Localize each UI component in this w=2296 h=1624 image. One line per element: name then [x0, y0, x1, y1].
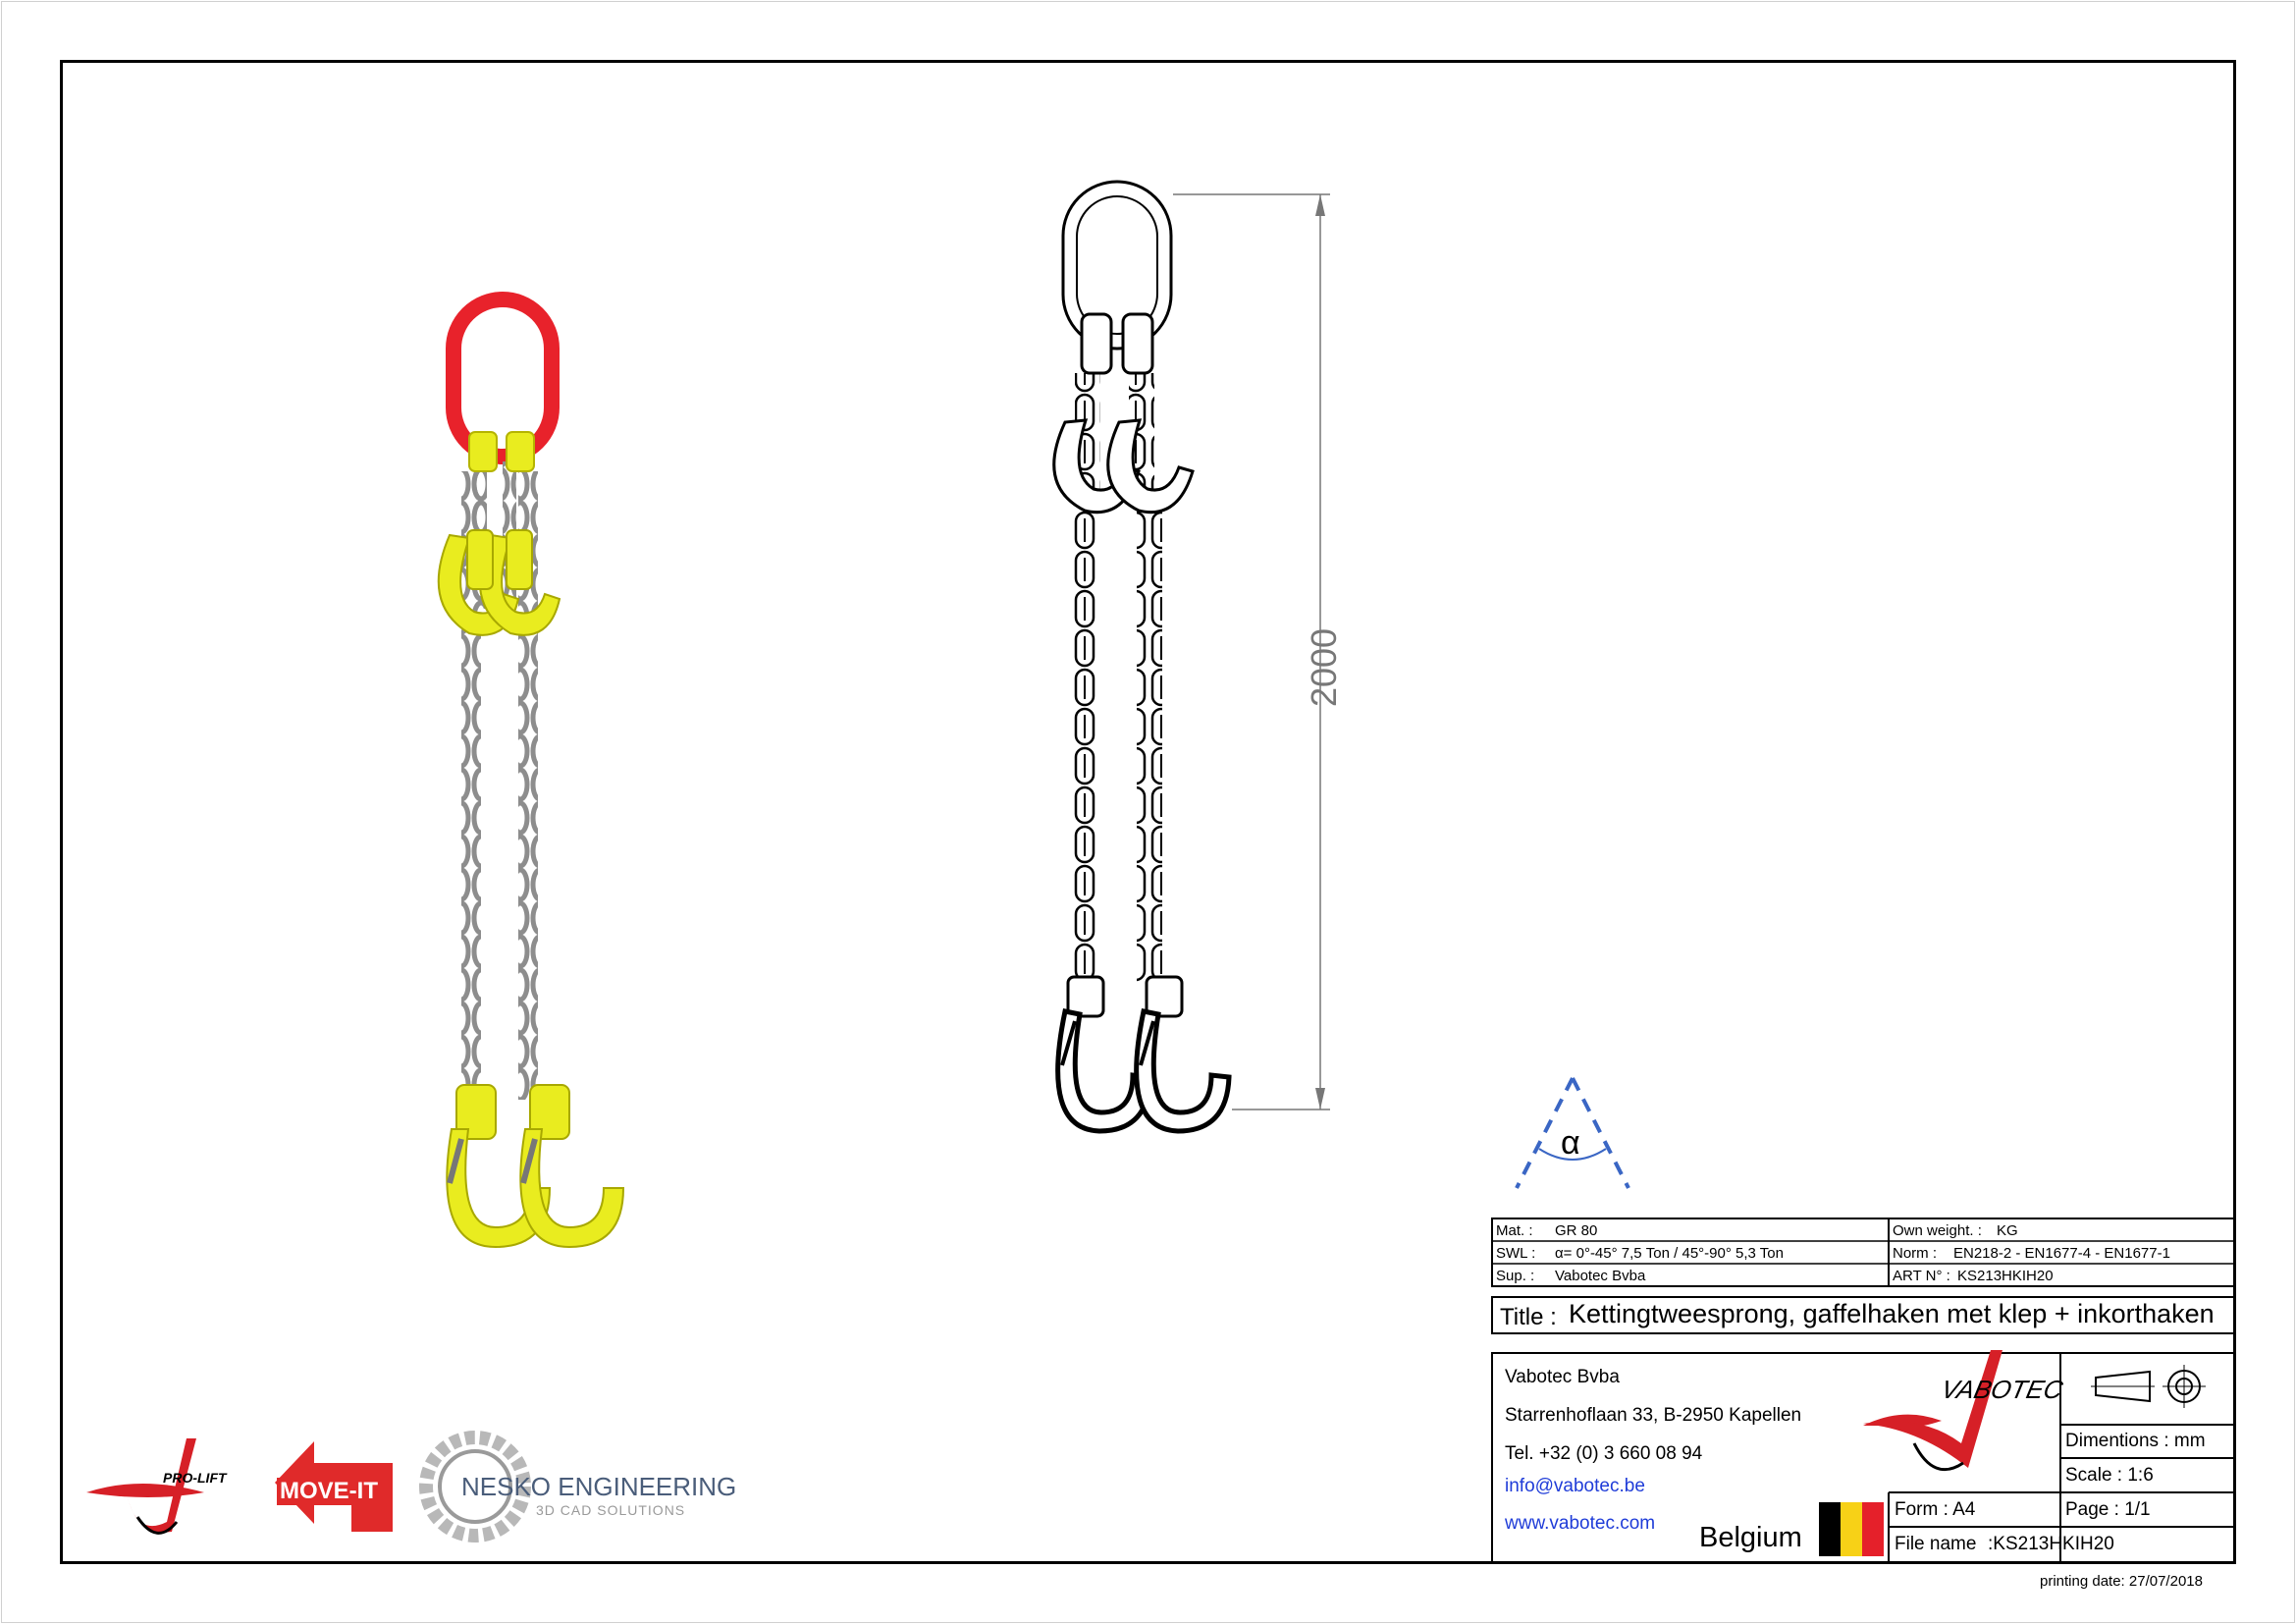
master-link-outline [1063, 182, 1171, 349]
scale-text: Scale : 1:6 [2065, 1465, 2154, 1486]
dimensions-text: Dimentions : mm [2065, 1431, 2206, 1451]
swl-label: SWL : [1496, 1245, 1536, 1262]
title-label: Title : [1500, 1304, 1557, 1330]
company-address: Starrenhoflaan 33, B-2950 Kapellen [1505, 1405, 1802, 1426]
nesko-logo-title: NESKO ENGINEERING [461, 1472, 737, 1501]
sup-value: Vabotec Bvba [1555, 1268, 1646, 1284]
prolift-logo-graphic [86, 1438, 204, 1533]
prolift-logo-text: PRO-LIFT [163, 1470, 227, 1486]
dimension-label: 2000 [1304, 627, 1344, 708]
moveit-logo-text: MOVE-IT [277, 1478, 381, 1505]
art-value: KS213HKIH20 [1957, 1268, 2054, 1284]
mat-value: GR 80 [1555, 1222, 1598, 1239]
weight-value: KG [1997, 1222, 2018, 1239]
norm-label: Norm : [1893, 1245, 1937, 1262]
filename-value: :KS213HKIH20 [1988, 1534, 2114, 1554]
clevis-hook-outline-right [1137, 977, 1229, 1131]
vabotec-brand-text: VABOTEC [1938, 1375, 2066, 1404]
chain-leg-outline-right [1137, 511, 1162, 982]
mat-label: Mat. : [1496, 1222, 1533, 1239]
chain-leg-outline-left [1073, 511, 1098, 982]
title-value: Kettingtweesprong, gaffelhaken met klep + inkorthaken [1569, 1299, 2215, 1328]
page-text: Page : 1/1 [2065, 1499, 2151, 1520]
line-drawing-sling [1054, 182, 1229, 1131]
email-link[interactable]: info@vabotec.be [1505, 1476, 1645, 1496]
norm-value: EN218-2 - EN1677-4 - EN1677-1 [1953, 1245, 2170, 1262]
website-link[interactable]: www.vabotec.com [1505, 1513, 1656, 1534]
company-name: Vabotec Bvba [1505, 1367, 1620, 1387]
filename-label: File name [1895, 1534, 1977, 1554]
master-link-red [454, 299, 552, 457]
company-tel: Tel. +32 (0) 3 660 08 94 [1505, 1443, 1703, 1464]
art-label: ART N° : [1893, 1268, 1950, 1284]
swl-value: α= 0°-45° 7,5 Ton / 45°-90° 5,3 Ton [1555, 1245, 1784, 1262]
clevis-hook-right [520, 1085, 623, 1247]
sup-label: Sup. : [1496, 1268, 1535, 1284]
belgium-flag [1819, 1502, 1884, 1556]
nesko-logo-subtitle: 3D CAD SOLUTIONS [536, 1502, 686, 1518]
form-text: Form : A4 [1895, 1499, 1976, 1520]
country-label: Belgium [1699, 1522, 1802, 1553]
printing-date: printing date: 27/07/2018 [2040, 1573, 2203, 1590]
colored-sling-render [439, 299, 623, 1247]
weight-label: Own weight. : [1893, 1222, 1982, 1239]
angle-label: α [1561, 1124, 1580, 1162]
vabotec-logo-graphic [1863, 1350, 2002, 1470]
